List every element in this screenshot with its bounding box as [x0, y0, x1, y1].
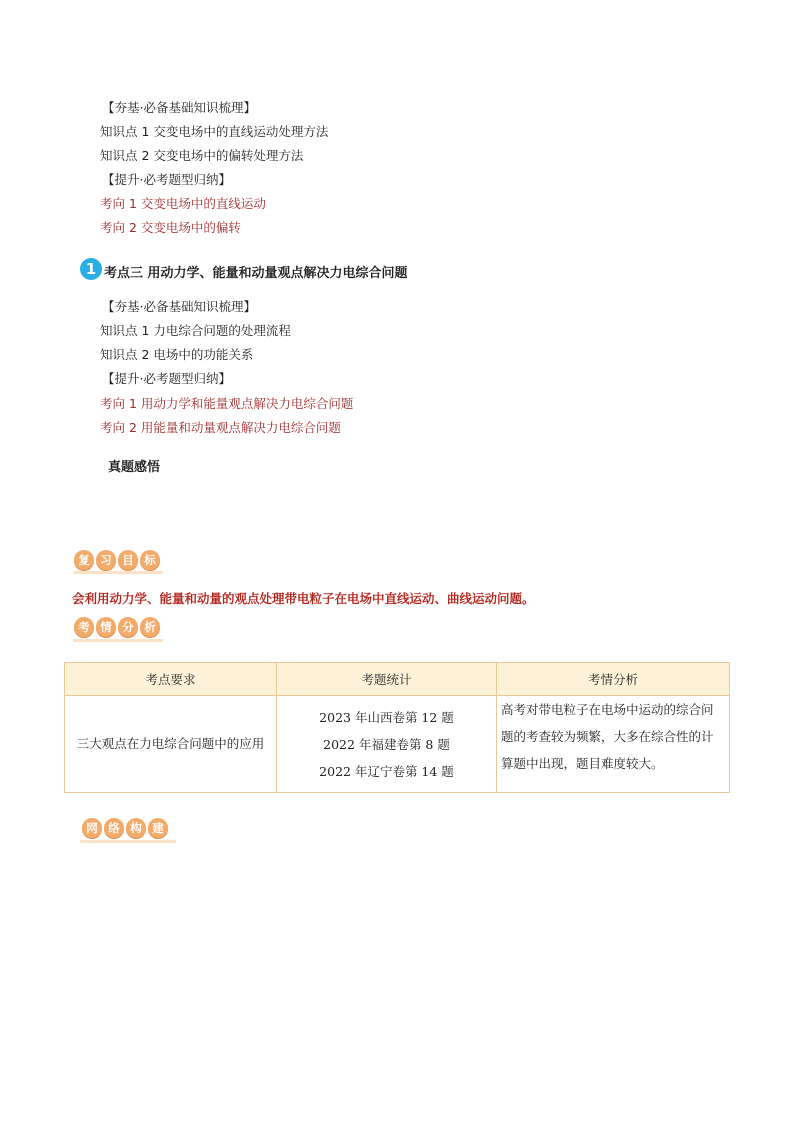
review-goal-text: 会利用动力学、能量和动量的观点处理带电粒子在电场中直线运动、曲线运动问题。	[72, 591, 535, 606]
exam-direction-1b: 考向 1 用动力学和能量观点解决力电综合问题	[100, 396, 354, 411]
badge-char: 习	[96, 550, 116, 570]
stat-item: 2022 年辽宁卷第 14 题	[319, 763, 454, 779]
table-row	[65, 696, 730, 793]
badge-underline	[73, 571, 163, 574]
stats-cell	[277, 696, 497, 793]
badge-char: 分	[118, 617, 138, 637]
table-header: 考情分析	[497, 663, 730, 696]
network-badge	[82, 818, 168, 838]
table-header: 考题统计	[277, 663, 497, 696]
advance-heading-2: 【提升·必考题型归纳】	[102, 371, 231, 386]
knowledge-point-1: 知识点 1 交变电场中的直线运动处理方法	[100, 124, 329, 139]
section-title: 考点三 用动力学、能量和动量观点解决力电综合问题	[104, 266, 408, 281]
badge-char: 建	[148, 818, 168, 838]
exam-direction-2b: 考向 2 用能量和动量观点解决力电综合问题	[100, 420, 341, 435]
badge-char: 析	[140, 617, 160, 637]
badge-underline	[80, 840, 176, 843]
badge-char: 网	[82, 818, 102, 838]
exam-direction-1: 考向 1 交变电场中的直线运动	[100, 196, 266, 211]
real-exam-heading: 真题感悟	[108, 460, 161, 475]
badge-underline	[73, 639, 163, 642]
badge-char: 络	[104, 818, 124, 838]
stat-item: 2022 年福建卷第 8 题	[323, 736, 450, 752]
section-number-badge: 1	[80, 258, 102, 280]
exam-analysis-table	[64, 662, 730, 793]
basics-heading-2: 【夯基·必备基础知识梳理】	[102, 299, 256, 314]
stat-item: 2023 年山西卷第 12 题	[319, 709, 454, 725]
badge-char: 标	[140, 550, 160, 570]
basics-heading-1: 【夯基·必备基础知识梳理】	[102, 100, 256, 115]
knowledge-point-2b: 知识点 2 电场中的功能关系	[100, 347, 254, 362]
review-goal-badge	[74, 550, 160, 570]
advance-heading-1: 【提升·必考题型归纳】	[102, 172, 231, 187]
badge-char: 考	[74, 617, 94, 637]
knowledge-point-2: 知识点 2 交变电场中的偏转处理方法	[100, 148, 304, 163]
analysis-cell: 高考对带电粒子在电场中运动的综合问题的考查较为频繁，大多在综合性的计算题中出现，题目难度较大。	[497, 696, 730, 793]
table-header: 考点要求	[65, 663, 277, 696]
knowledge-point-1b: 知识点 1 力电综合问题的处理流程	[100, 323, 291, 338]
badge-char: 复	[74, 550, 94, 570]
badge-char: 情	[96, 617, 116, 637]
exam-analysis-badge	[74, 617, 160, 637]
exam-direction-2: 考向 2 交变电场中的偏转	[100, 220, 241, 235]
requirement-cell: 三大观点在力电综合问题中的应用	[65, 696, 277, 793]
table-header-row	[65, 663, 730, 696]
badge-char: 目	[118, 550, 138, 570]
badge-char: 构	[126, 818, 146, 838]
